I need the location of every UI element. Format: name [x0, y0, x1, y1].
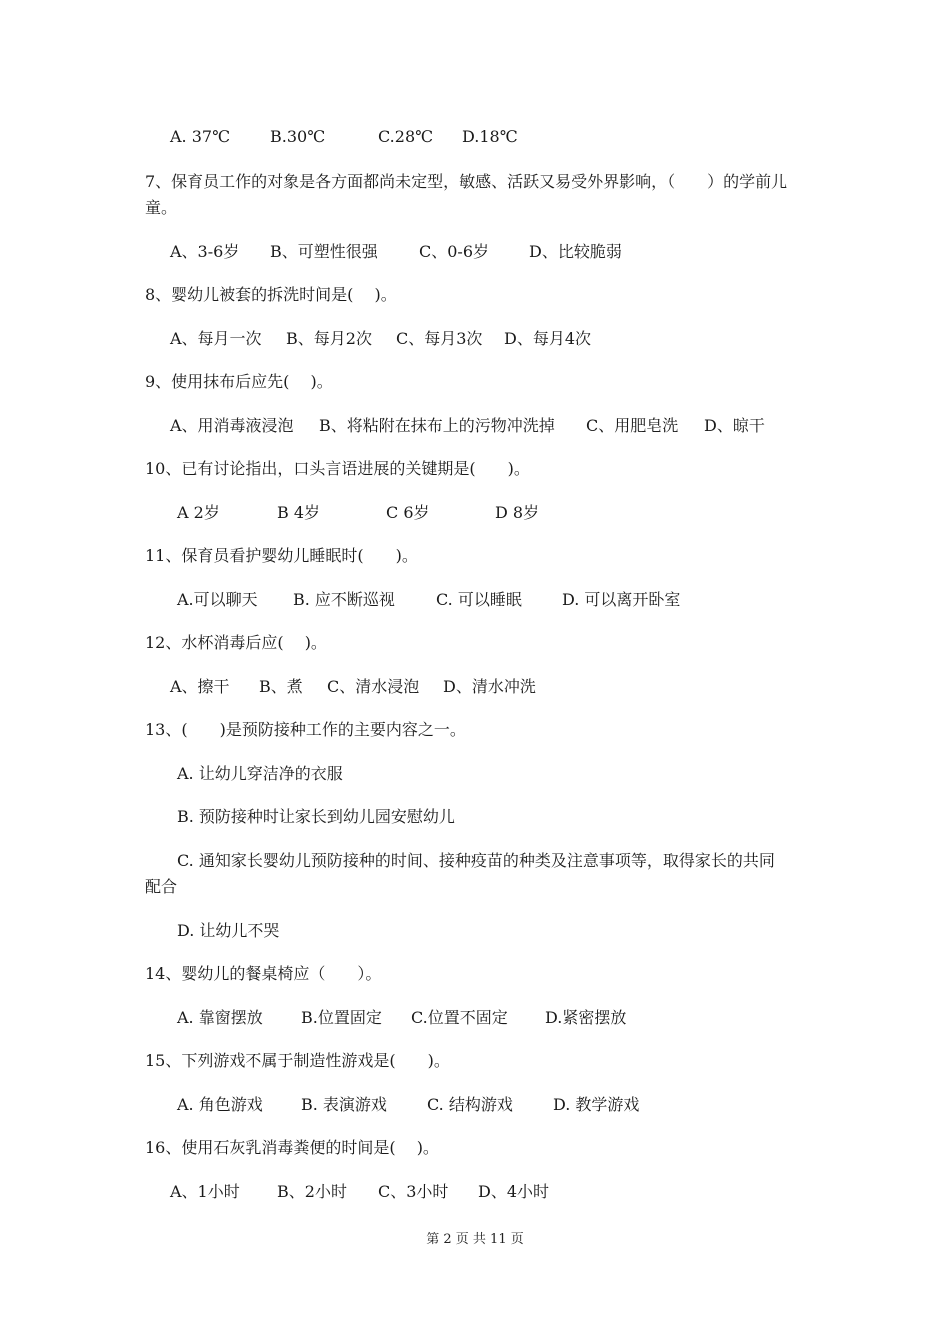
q9-option-b: B、将粘附在抹布上的污物冲洗掉 — [319, 416, 555, 435]
q16-option-c: C、3小时 — [378, 1182, 449, 1201]
q12-options — [170, 676, 536, 698]
q14-option-c: C.位置不固定 — [411, 1008, 508, 1027]
q16-option-b: B、2小时 — [277, 1182, 347, 1201]
q8-option-b: B、每月2次 — [286, 329, 372, 348]
q16-option-a: A、1小时 — [170, 1182, 240, 1201]
q7-text-line2: 童。 — [145, 198, 178, 217]
q12-option-d: D、清水冲洗 — [443, 677, 536, 696]
q11-option-d: D. 可以离开卧室 — [562, 590, 681, 609]
q6-option-d: D.18℃ — [462, 127, 518, 146]
q11-option-c: C. 可以睡眠 — [436, 590, 522, 609]
q14-option-a: A. 靠窗摆放 — [177, 1008, 263, 1027]
q15-option-a: A. 角色游戏 — [177, 1095, 263, 1114]
q14-options — [177, 1007, 626, 1029]
q14-text: 14、婴幼儿的餐桌椅应（ ）。 — [145, 964, 382, 983]
q11-options — [177, 589, 680, 611]
q10-option-c: C 6岁 — [386, 503, 430, 522]
q13-option-d: D. 让幼儿不哭 — [177, 921, 280, 940]
q12-option-a: A、擦干 — [170, 677, 230, 696]
q15-option-b: B. 表演游戏 — [301, 1095, 387, 1114]
q6-options — [170, 126, 518, 148]
q13-option-b: B. 预防接种时让家长到幼儿园安慰幼儿 — [177, 807, 455, 826]
q9-option-d: D、晾干 — [704, 416, 765, 435]
q15-option-d: D. 教学游戏 — [553, 1095, 640, 1114]
q13-text: 13、( )是预防接种工作的主要内容之一。 — [145, 720, 466, 739]
q15-option-c: C. 结构游戏 — [427, 1095, 513, 1114]
q6-option-c: C.28℃ — [378, 127, 434, 146]
q7-option-d: D、比较脆弱 — [529, 242, 622, 261]
q15-options — [177, 1094, 639, 1116]
q7-option-b: B、可塑性很强 — [270, 242, 378, 261]
q7-option-a: A、3-6岁 — [170, 242, 240, 261]
q14-option-b: B.位置固定 — [301, 1008, 382, 1027]
q16-text: 16、使用石灰乳消毒粪便的时间是( )。 — [145, 1138, 439, 1157]
q12-option-b: B、煮 — [259, 677, 303, 696]
q9-options — [170, 415, 765, 437]
q8-text: 8、婴幼儿被套的拆洗时间是( )。 — [145, 285, 397, 304]
q10-text: 10、已有讨论指出，口头言语进展的关键期是( )。 — [145, 459, 530, 478]
q11-text: 11、保育员看护婴幼儿睡眠时( )。 — [145, 546, 418, 565]
q6-option-a: A. 37℃ — [170, 127, 230, 146]
q9-text: 9、使用抹布后应先( )。 — [145, 372, 333, 391]
page-footer: 第 2 页 共 11 页 — [426, 1232, 524, 1247]
q13-option-a: A. 让幼儿穿洁净的衣服 — [177, 764, 343, 783]
q8-option-c: C、每月3次 — [396, 329, 483, 348]
q7-options — [170, 241, 622, 263]
q10-option-d: D 8岁 — [495, 503, 540, 522]
q13-option-c-line1: C. 通知家长婴幼儿预防接种的时间、接种疫苗的种类及注意事项等，取得家长的共同 — [177, 851, 775, 870]
q7-option-c: C、0-6岁 — [419, 242, 490, 261]
q9-option-a: A、用消毒液浸泡 — [170, 416, 294, 435]
q15-text: 15、下列游戏不属于制造性游戏是( )。 — [145, 1051, 450, 1070]
q7-text-line1: 7、保育员工作的对象是各方面都尚未定型，敏感、活跃又易受外界影响，（ ）的学前儿 — [145, 172, 788, 191]
q14-option-d: D.紧密摆放 — [545, 1008, 627, 1027]
q16-options — [170, 1181, 549, 1203]
q9-option-c: C、用肥皂洗 — [586, 416, 679, 435]
q10-options — [177, 502, 539, 524]
q8-option-a: A、每月一次 — [170, 329, 262, 348]
q12-option-c: C、清水浸泡 — [327, 677, 420, 696]
q8-options — [170, 328, 591, 350]
q10-option-b: B 4岁 — [277, 503, 321, 522]
q6-option-b: B.30℃ — [270, 127, 326, 146]
q11-option-b: B. 应不断巡视 — [293, 590, 395, 609]
q10-option-a: A 2岁 — [177, 503, 220, 522]
q12-text: 12、水杯消毒后应( )。 — [145, 633, 327, 652]
q11-option-a: A.可以聊天 — [177, 590, 258, 609]
q16-option-d: D、4小时 — [478, 1182, 550, 1201]
q8-option-d: D、每月4次 — [504, 329, 592, 348]
q13-option-c-line2: 配合 — [145, 877, 178, 896]
